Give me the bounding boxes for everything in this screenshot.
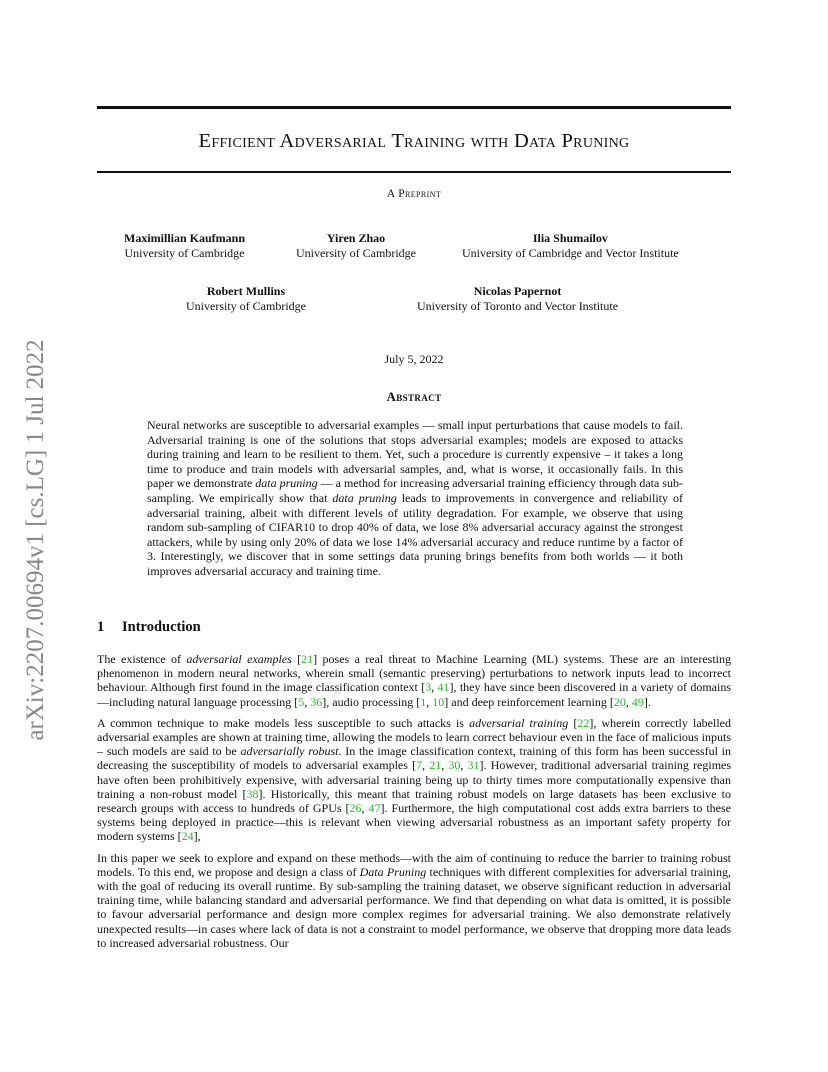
author-name: Maximillian Kaufmann [124, 231, 246, 245]
author-name: Robert Mullins [206, 284, 286, 298]
citation-link[interactable]: 36 [310, 694, 323, 709]
author-name: Ilia Shumailov [532, 231, 608, 245]
abstract-heading: Abstract [386, 389, 442, 404]
citation-link[interactable]: 22 [577, 715, 590, 730]
paper-title: Efficient Adversarial Training with Data Pruning [198, 130, 630, 152]
preprint-label: A Preprint [386, 188, 442, 200]
citation-link[interactable]: 38 [246, 786, 259, 801]
author-affiliation: University of Cambridge [124, 246, 245, 260]
citation-link[interactable]: 49 [631, 694, 644, 709]
paper-date: July 5, 2022 [384, 352, 444, 366]
citation-link[interactable]: 5 [298, 694, 305, 709]
author-block [124, 231, 245, 261]
paragraph: The existence of adversarial examples [21] poses a real threat to Machine Learning (ML) systems. These are an interesting phenomenon in modern neural networks, wherein small (semantic preserving) perturbations to network inputs lead to incorrect behaviour. Although first found in the image classification context [3, 41], they have since been discovered in a variety of domains—including natural language processing [5, 36], audio processing [1, 10] and deep reinforcement learning [20, 49]. [97, 652, 731, 709]
section-number: 1 [97, 619, 105, 635]
citation-link[interactable]: 1 [420, 694, 427, 709]
citation-link[interactable]: 21 [301, 652, 314, 666]
citation-link[interactable]: 26 [349, 801, 362, 816]
citation-link[interactable]: 21 [429, 758, 442, 773]
citation-link[interactable]: 47 [368, 801, 381, 816]
author-block [186, 284, 306, 314]
section-title: Introduction [122, 619, 201, 635]
author-block [296, 231, 416, 261]
citation-link[interactable]: 3 [425, 680, 432, 695]
section-body [97, 652, 731, 957]
author-affiliation: University of Toronto and Vector Institute [417, 299, 619, 313]
section-heading [97, 619, 201, 636]
citation-link[interactable]: 7 [416, 758, 423, 773]
citation-link[interactable]: 30 [448, 758, 461, 773]
citation-link[interactable]: 10 [432, 694, 445, 709]
title-rule-top [97, 106, 731, 109]
paragraph: In this paper we seek to explore and expand on these methods—with the aim of continuing to reduce the barrier to training robust models. To this end, we propose and design a class of Data Pruning techniques with different complexities for adversarial training, with the goal of reducing its overall runtime. By sub-sampling the training dataset, we observe significant reduction in adversarial training time, while balancing standard and adversarial performance. We find that depending on what data is omitted, it is possible to favour adversarial performance and design more complex regimes for adversarial training. We also demonstrate relatively unexpected results—in cases where lack of data is not a constraint to model performance, we observe that dropping more data leads to increased adversarial robustness. Our [97, 850, 731, 950]
author-affiliation: University of Cambridge [296, 246, 416, 260]
abstract-text: Neural networks are susceptible to adversarial examples — small input perturbations that cause models to fail. Adversarial training is one of the solutions that stops adversarial examples; models are exposed to attacks during training and learn to be resilient to them. Yet, such a procedure is currently expensive – it takes a long time to produce and train models with adversarial samples, and, what is worse, it occasionally fails. In this paper we demonstrate data pruning — a method for increasing adversarial training efficiency through data sub-sampling. We empirically show that data pruning leads to improvements in convergence and reliability of adversarial training, albeit with different levels of utility degradation. For example, we observe that using random sub-sampling of CIFAR10 to drop 40% of data, we lose 8% adversarial accuracy against the strongest attackers, while by using only 20% of data we lose 14% adversarial accuracy and reduce runtime by a factor of 3. Interestingly, we discover that in some settings data pruning brings benefits from both worlds — it both improves adversarial accuracy and training time. [147, 418, 683, 578]
arxiv-stamp: arXiv:2207.00694v1 [cs.LG] 1 Jul 2022 [22, 339, 49, 741]
author-affiliation: University of Cambridge [186, 299, 306, 313]
citation-link[interactable]: 41 [437, 680, 450, 695]
author-block [462, 231, 679, 261]
author-affiliation: University of Cambridge and Vector Institute [462, 246, 679, 260]
citation-link[interactable]: 20 [613, 694, 626, 709]
citation-link[interactable]: 24 [181, 829, 194, 844]
author-block [417, 284, 618, 314]
paragraph: A common technique to make models less susceptible to such attacks is adversarial training [22], wherein correctly labelled adversarial examples are shown at training time, allowing the models to learn correct behaviour even in the face of malicious inputs – such models are said to be adversarially robust. In the image classification context, training of this form has been successful in decreasing the susceptibility of models to adversarial examples [7, 21, 30, 31]. However, traditional adversarial training regimes have often been prohibitively expensive, with adversarial training being up to thirty times more computationally expensive than training a non-robust model [38]. Historically, this meant that training robust models on large datasets has been exclusive to research groups with access to hundreds of GPUs [26, 47]. Furthermore, the high computational cost adds extra barriers to these systems being deployed in practice—this is relevant when viewing adversarial robustness as an important safety property for modern systems [24], [97, 715, 732, 844]
title-rule-bottom [97, 171, 731, 173]
author-name: Nicolas Papernot [473, 284, 562, 298]
citation-link[interactable]: 31 [467, 758, 480, 773]
author-name: Yiren Zhao [326, 231, 386, 245]
